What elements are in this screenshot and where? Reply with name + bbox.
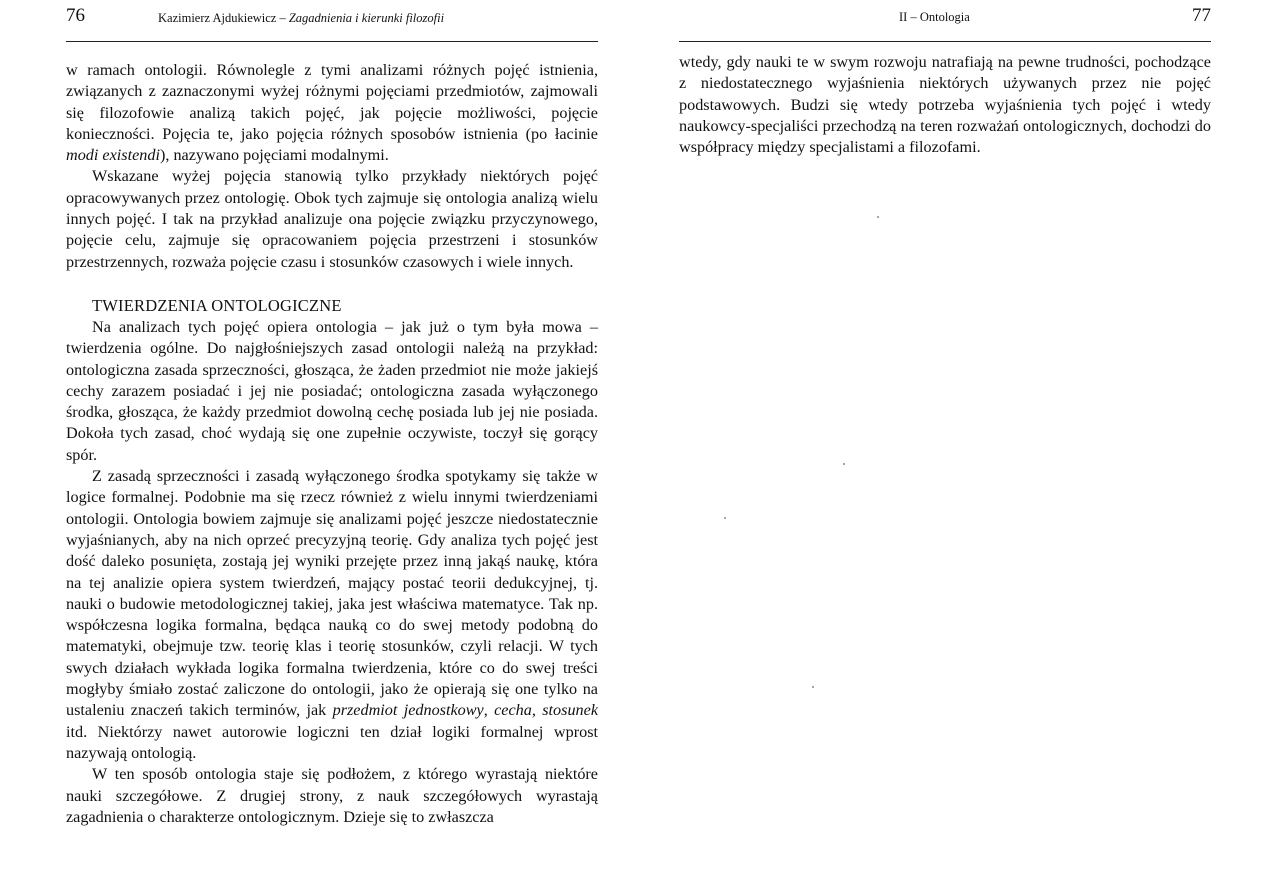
right-body-text xyxy=(679,52,1211,158)
left-running-head xyxy=(66,0,598,42)
scan-speck xyxy=(812,686,814,688)
paragraphs-after-heading xyxy=(66,317,598,828)
left-body-text xyxy=(66,60,598,828)
left-running-title xyxy=(158,11,444,26)
right-page-number: 77 xyxy=(1192,5,1211,26)
body-paragraph xyxy=(66,60,598,166)
body-paragraph xyxy=(679,52,1211,158)
italic-term: modi existendi xyxy=(66,146,160,165)
right-page xyxy=(679,0,1211,158)
right-running-title: II – Ontologia xyxy=(899,10,970,24)
text-run: ), nazywano pojęciami modalnymi. xyxy=(159,146,389,165)
left-page-number: 76 xyxy=(66,5,85,26)
body-paragraph xyxy=(66,166,598,272)
italic-term: cecha xyxy=(494,701,532,720)
left-page xyxy=(66,0,598,828)
right-running-head xyxy=(679,0,1211,42)
text-run: W ten sposób ontologia staje się podłożem, z którego wyrastają niektóre nauki szczegółowe. Z drugiej strony, z nauk szczegółowych wyrastają zagadnienia o charakterze ontologicznym. Dzieje się to zwłaszcza xyxy=(66,765,598,826)
italic-term: przedmiot jednostkowy xyxy=(332,701,484,720)
text-run: wtedy, gdy nauki te w swym rozwoju natrafiają na pewne trudności, pochodzące z niedostatecznego wyjaśnienia niektórych używanych przez nie pojęć podstawowych. Budzi się wtedy potrzeba wyjaśnienia tych pojęć i wtedy naukowcy-specjaliści przechodzą na teren rozważań ontologicznych, dochodzi do współpracy między specjalistami a filozofami. xyxy=(679,53,1211,157)
body-paragraph xyxy=(66,466,598,764)
section-heading: TWIERDZENIA ONTOLOGICZNE xyxy=(92,295,342,315)
text-run: Z zasadą sprzeczności i zasadą wyłączonego środka spotykamy się także w logice formalnej. Podobnie ma się rzecz również z wielu innymi twierdzeniami ontologii. Ontologia bowiem zajmuje się analizami pojęć jeszcze niedostatecznie wyjaśnianych, aby na nich oprzeć precyzyjną teorię. Gdy analiza tych pojęć jest dość daleko posunięta, zostają jej wyniki przejęte przez inną jakąś naukę, która na tej analizie opiera system twierdzeń, mający postać teorii dedukcyjnej, tj. nauki o budowie metodologicznej takiej, jaka jest właściwa matematyce. Tak np. współczesna logika formalna, będąca nauką co do swej metody podobną do matematyki, obejmuje tzw. teorię klas i teorię stosunków, czyli relacji. W tych swych działach wykłada logika formalna twierdzenia, które co do swej treści mogłyby śmiało zostać zaliczone do ontologii, jako że opierają się one tylko na ustaleniu znaczeń takich terminów, jak xyxy=(66,467,598,720)
scan-speck xyxy=(724,517,726,519)
text-run: , xyxy=(531,701,543,720)
paragraphs-before-heading xyxy=(66,60,598,273)
text-run: Na analizach tych pojęć opiera ontologia – jak już o tym była mowa – twierdzenia ogólne. Do najgłośniejszych zasad ontologii należą na przykład: ontologiczna zasada sprzeczności, głosząca, że żaden przedmiot nie może jakiejś cechy zarazem posiadać i jej nie posiadać; ontologiczna zasada wyłączonego środka, głosząca, że każdy przedmiot dowolną cechę posiada lub jej nie posiada. Dokoła tych zasad, choć wydają się one zupełnie oczywiste, toczył się gorący spór. xyxy=(66,317,598,464)
text-run: Wskazane wyżej pojęcia stanowią tylko przykłady niektórych pojęć opracowywanych przez ontologię. Obok tych zajmuje się ontologia analizą wielu innych pojęć. I tak na przykład analizuje ona pojęcie związku przyczynowego, pojęcie celu, zajmuje się opracowaniem pojęcia przestrzeni i stosunków przestrzennych, rozważa pojęcie czasu i stosunków czasowych i wiele innych. xyxy=(66,167,598,271)
running-head-book-title: Zagadnienia i kierunki filozofii xyxy=(288,11,445,25)
running-head-separator: – xyxy=(276,11,289,25)
scan-speck xyxy=(843,463,845,465)
text-run: w ramach ontologii. Równolegle z tymi analizami różnych pojęć istnienia, związanych z zaznaczonymi wyżej różnymi pojęciami przedmiotów, zajmowali się filozofowie analizą takich pojęć, jak pojęcie możliwości, pojęcie konieczności. Pojęcia te, jako pojęcia różnych sposobów istnienia (po łacinie xyxy=(66,61,598,143)
italic-term: stosunek xyxy=(542,701,598,720)
scan-speck xyxy=(877,216,879,218)
text-run: itd. Niektórzy nawet autorowie logiczni ten dział logiki formalnej wprost nazywają ontologią. xyxy=(66,722,598,762)
running-head-author: Kazimierz Ajdukiewicz xyxy=(158,11,277,25)
right-paragraphs xyxy=(679,52,1211,158)
body-paragraph xyxy=(66,764,598,828)
text-run: , xyxy=(483,701,495,720)
body-paragraph xyxy=(66,317,598,466)
